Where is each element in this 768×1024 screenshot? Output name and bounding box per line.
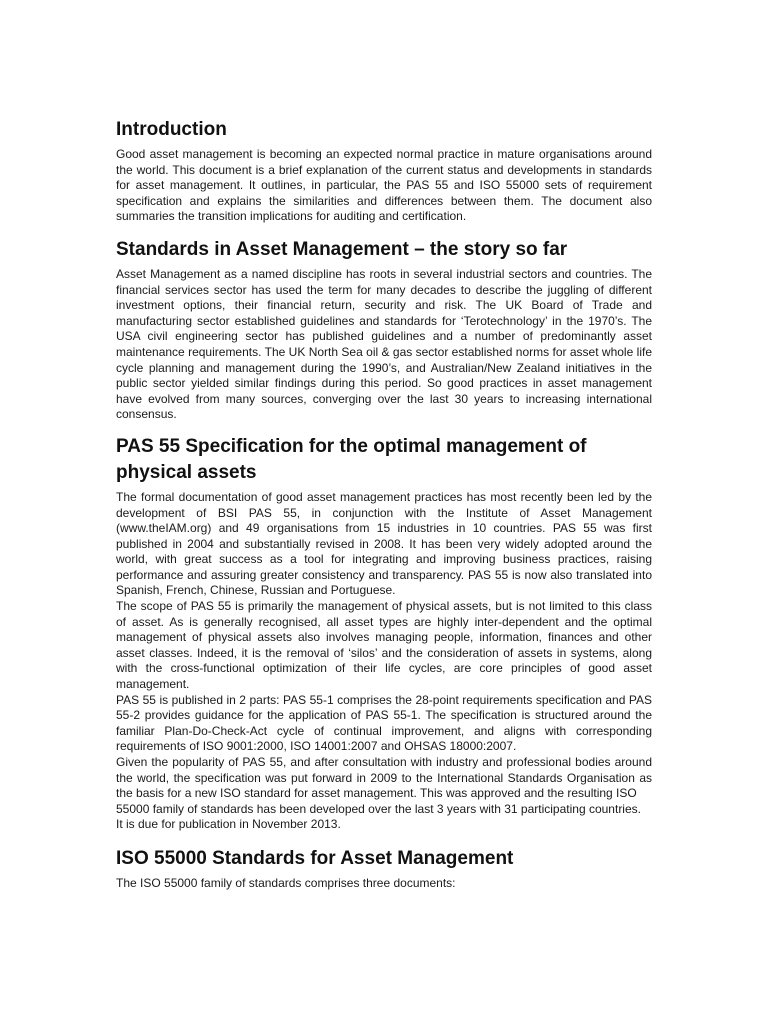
paragraph: 55000 family of standards has been developed over the last 3 years with 31 participating countries. <box>116 801 641 816</box>
section-iso55000 <box>116 846 652 892</box>
paragraph: Good asset management is becoming an expected normal practice in mature organisations around the world. This document is a brief explanation of the current status and developments in standards for asset management. It outlines, in particular, the PAS 55 and ISO 55000 sets of requirement specification and explains the similarities and differences between them. The document also summaries the transition implications for auditing and certification. <box>116 147 652 224</box>
document-page <box>116 117 652 892</box>
heading-standards-story: Standards in Asset Management – the story so far <box>116 238 568 260</box>
paragraph: Given the popularity of PAS 55, and after consultation with industry and professional bodies around the world, the specification was put forward in 2009 to the International Standards Organisation as the basis for a new ISO standard for asset management. This was approved and the resulting ISO <box>116 755 652 801</box>
heading-pas55: PAS 55 Specification for the optimal management of physical assets <box>116 435 587 483</box>
paragraph: The scope of PAS 55 is primarily the management of physical assets, but is not limited to this class of asset. As is generally recognised, all asset types are highly inter-dependent and the optimal management of physical assets also involves managing people, information, finances and other asset classes. Indeed, it is the removal of ‘silos’ and the consideration of assets in systems, along with the cross-functional optimization of their life cycles, are core principles of good asset management. <box>116 599 652 692</box>
section-pas55 <box>116 434 652 833</box>
paragraph: It is due for publication in November 2013. <box>116 817 341 832</box>
paragraph: PAS 55 is published in 2 parts: PAS 55-1 comprises the 28-point requirements specification and PAS 55-2 provides guidance for the application of PAS 55-1. The specification is structured around the familiar Plan-Do-Check-Act cycle of continual improvement, and aligns with corresponding requirements of ISO 9001:2000, ISO 14001:2007 and OHSAS 18000:2007. <box>116 692 652 754</box>
heading-introduction: Introduction <box>116 119 227 140</box>
paragraph: Asset Management as a named discipline has roots in several industrial sectors and countries. The financial services sector has used the term for many decades to describe the juggling of different investment options, their financial return, security and risk. The UK Board of Trade and manufacturing sector established guidelines and standards for ‘Terotechnology’ in the 1970’s. The USA civil engineering sector has published guidelines and a number of predominantly asset maintenance requirements. The UK North Sea oil & gas sector established norms for asset whole life cycle planning and management during the 1990’s, and Australian/New Zealand initiatives in the public sector yielded similar findings during this period. So good practices in asset management have evolved from many sources, converging over the last 30 years to increasing international consensus. <box>116 266 652 422</box>
heading-iso55000: ISO 55000 Standards for Asset Management <box>116 847 514 869</box>
section-introduction <box>116 117 652 225</box>
paragraph: The formal documentation of good asset management practices has most recently been led by the development of BSI PAS 55, in conjunction with the Institute of Asset Management (www.theIAM.org) and 49 organisations from 15 industries in 10 countries. PAS 55 was first published in 2004 and substantially revised in 2008. It has been very widely adopted around the world, with great success as a tool for integrating and improving business practices, raising performance and assuring greater consistency and transparency. PAS 55 is now also translated into Spanish, French, Chinese, Russian and Portuguese. <box>116 489 652 598</box>
section-standards-story <box>116 237 652 423</box>
paragraph: The ISO 55000 family of standards comprises three documents: <box>116 875 456 890</box>
